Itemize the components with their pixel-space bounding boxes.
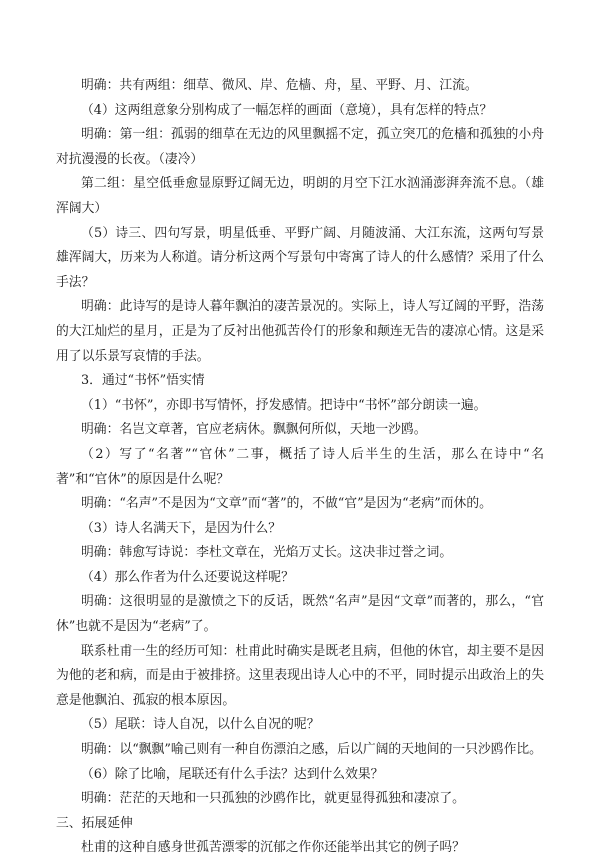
answer-paragraph: 明确：茫茫的天地和一只孤独的沙鸥作比，就更显得孤独和凄凉了。 [81,791,465,807]
answer-paragraph: 明确：这很明显的是激愤之下的反话，既然“名声”是因“文章”而著的，那么，“官休”也就不是因为“老病”了。 [56,594,544,635]
section-heading: 3．通过“书怀”悟实情 [81,373,205,389]
answer-paragraph: 第二组：星空低垂愈显原野辽阔无边，明朗的月空下江水汹涌澎湃奔流不息。（雄浑阔大） [56,176,544,216]
section-heading: 三、拓展延伸 [56,815,133,831]
question-paragraph: （2）写了“名著”“官休”二事，概括了诗人后半生的生活，那么在诗中“名著”和“官休”的原因是什么呢？ [56,446,544,487]
document-body [56,74,544,861]
answer-paragraph: 明确：“名声”不是因为“文章”而“著”的，不做“官”是因为“老病”而休的。 [81,496,492,512]
answer-paragraph: 明确：以“飘飘”喻己则有一种自伤漂泊之感，后以广阔的天地间的一只沙鸥作比。 [81,742,542,758]
question-paragraph: （1）“书怀”，亦即书写情怀，抒发感情。把诗中“书怀”部分朗读一遍。 [81,397,487,413]
answer-paragraph: 明确：此诗写的是诗人暮年飘泊的凄苦景况的。实际上，诗人写辽阔的平野，浩荡的大江灿烂的星月，正是为了反衬出他孤苦伶仃的形象和颠连无告的凄凉心情。这是采用了以乐景写哀情的手法。 [56,299,544,364]
answer-paragraph: 明确：韩愈写诗说：李杜文章在，光焰万丈长。这决非过誉之词。 [81,545,453,561]
question-paragraph: （5）尾联：诗人自况，以什么自况的呢？ [81,717,320,733]
question-paragraph: 杜甫的这种自感身世孤苦漂零的沉郁之作你还能举出其它的例子吗？ [81,840,465,856]
answer-paragraph: 明确：名岂文章著，官应老病休。飘飘何所似，天地一沙鸥。 [81,422,427,438]
question-paragraph: （5）诗三、四句写景，明星低垂、平野广阔、月随波涌、大江东流，这两句写景雄浑阔大，历来为人称道。请分析这两个写景句中寄寓了诗人的什么感情？采用了什么手法？ [56,225,544,290]
question-paragraph: （4）那么作者为什么还要说这样呢？ [81,569,294,585]
question-paragraph: （4）这两组意象分别构成了一幅怎样的画面（意境），具有怎样的特点？ [81,102,493,118]
answer-paragraph: 明确：第一组：孤弱的细草在无边的风里飘摇不定，孤立突兀的危樯和孤独的小舟对抗漫漫的长夜。（凄冷） [56,127,544,167]
body-paragraph: 联系杜甫一生的经历可知：杜甫此时确实是既老且病，但他的休官，却主要不是因为他的老和病，而是由于被排挤。这里表现出诗人心中的不平，同时提示出政治上的失意是他飘泊、孤寂的根本原因。 [56,643,544,708]
question-paragraph: （6）除了比喻，尾联还有什么手法？达到什么效果？ [81,766,384,782]
question-paragraph: （3）诗人名满天下，是因为什么？ [81,520,282,536]
answer-paragraph: 明确：共有两组：细草、微风、岸、危樯、舟，星、平野、月、江流。 [81,78,478,93]
